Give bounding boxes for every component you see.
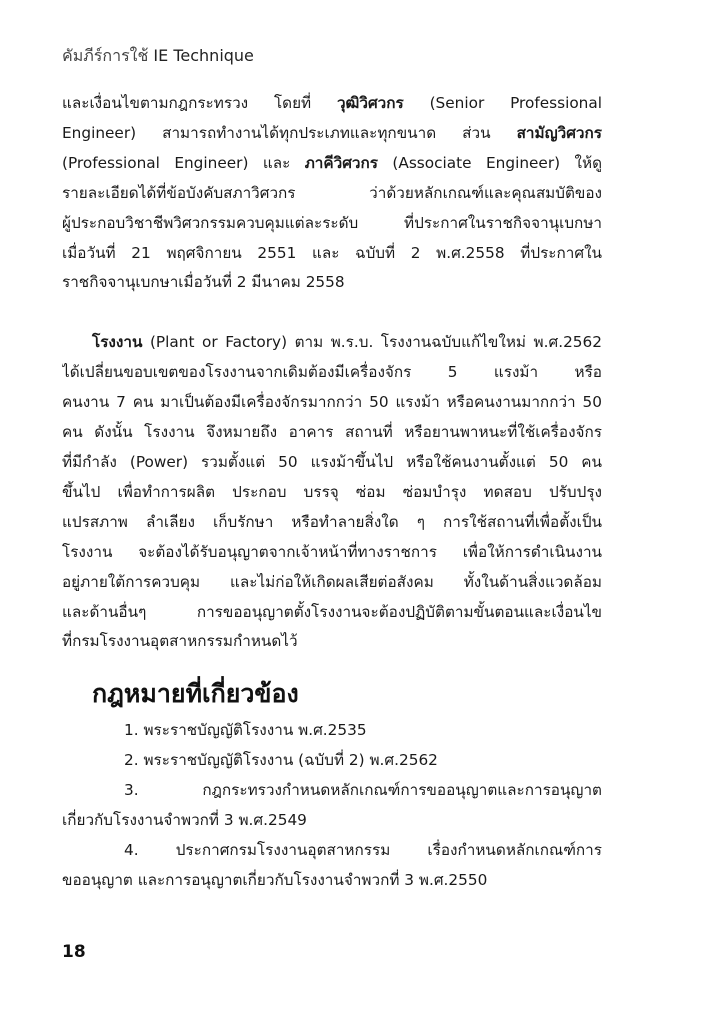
- law-item-4-continuation: ขออนุญาต และการอนุญาตเกี่ยวกับโรงงานจำพวกที่ 3 พ.ศ.2550: [62, 871, 488, 890]
- running-header: [62, 44, 254, 69]
- text-run: และเงื่อนไขตามกฎกระทรวง โดยที่: [62, 94, 337, 112]
- text-run: (Senior Professional: [403, 94, 602, 112]
- text-run: (Associate Engineer) ให้ดู: [377, 153, 602, 172]
- text-line: อยู่ภายใต้การควบคุม และไม่ก่อให้เกิดผลเสียต่อสังคม ทั้งในด้านสิ่งแวดล้อม: [62, 572, 602, 591]
- section-heading-related-laws: กฎหมายที่เกี่ยวข้อง: [92, 679, 299, 709]
- text-line: โรงงาน จะต้องได้รับอนุญาตจากเจ้าหน้าที่ทางราชการ เพื่อให้การดำเนินงาน: [62, 542, 602, 561]
- text-run: (Plant or Factory) ตาม พ.ร.บ. โรงงานฉบับแก้ไขใหม่ พ.ศ.2562: [142, 333, 602, 352]
- text-line: คน ดังนั้น โรงงาน จึงหมายถึง อาคาร สถานที่ หรือยานพาหนะที่ใช้เครื่องจักร: [62, 423, 602, 442]
- term-factory: โรงงาน: [92, 333, 143, 352]
- text-line: ที่มีกำลัง (Power) รวมตั้งแต่ 50 แรงม้าขึ้นไป หรือใช้คนงานตั้งแต่ 50 คน: [62, 452, 602, 471]
- term-senior-engineer: วุฒิวิศวกร: [336, 94, 404, 112]
- page-body: [62, 89, 602, 895]
- term-professional-engineer: สามัญวิศวกร: [516, 123, 602, 142]
- text-line: คนงาน 7 คน มาเป็นต้องมีเครื่องจักรมากกว่า 50 แรงม้า หรือคนงานมากกว่า 50: [62, 393, 602, 412]
- text-line: ที่กรมโรงงานอุตสาหกรรมกำหนดไว้: [62, 632, 298, 651]
- text-run: Engineer) สามารถทำงานได้ทุกประเภทและทุกขนาด ส่วน: [62, 123, 517, 142]
- text-line: ราชกิจจานุเบกษาเมื่อวันที่ 2 มีนาคม 2558: [62, 273, 345, 292]
- text-line: เมื่อวันที่ 21 พฤศจิกายน 2551 และ ฉบับที่ 2 พ.ศ.2558 ที่ประกาศใน: [62, 243, 602, 262]
- law-item-3: 3. กฎกระทรวงกำหนดหลักเกณฑ์การขออนุญาตและการอนุญาต: [124, 781, 602, 800]
- page-number: 18: [62, 942, 86, 962]
- text-line: [62, 89, 602, 119]
- text-line: รายละเอียดได้ที่ข้อบังคับสภาวิศวกร ว่าด้วยหลักเกณฑ์และคุณสมบัติของ: [62, 183, 602, 202]
- text-line: [62, 328, 602, 358]
- book-title-english: IE Technique: [153, 46, 254, 65]
- related-laws-list: [62, 715, 602, 895]
- law-item-3-continuation: เกี่ยวกับโรงงานจำพวกที่ 3 พ.ศ.2549: [62, 811, 307, 830]
- law-item-2: 2. พระราชบัญญัติโรงงาน (ฉบับที่ 2) พ.ศ.2562: [124, 751, 438, 770]
- intro-paragraph: [62, 89, 602, 298]
- text-line: [62, 149, 602, 179]
- text-line: [62, 119, 602, 149]
- factory-paragraph: [62, 328, 602, 657]
- text-line: แปรสภาพ ลำเลียง เก็บรักษา หรือทำลายสิ่งใด ๆ การใช้สถานที่เพื่อตั้งเป็น: [62, 512, 602, 531]
- law-item-4: 4. ประกาศกรมโรงงานอุตสาหกรรม เรื่องกำหนดหลักเกณฑ์การ: [124, 841, 602, 860]
- paragraph-gap: [62, 298, 602, 328]
- text-line: ได้เปลี่ยนขอบเขตของโรงงานจากเดิมต้องมีเครื่องจักร 5 แรงม้า หรือ: [62, 363, 602, 382]
- text-run: (Professional Engineer) และ: [62, 153, 305, 172]
- text-line: และด้านอื่นๆ การขออนุญาตตั้งโรงงานจะต้องปฏิบัติตามขั้นตอนและเงื่อนไข: [62, 602, 602, 621]
- text-line: ผู้ประกอบวิชาชีพวิศวกรรมควบคุมแต่ละระดับ ที่ประกาศในราชกิจจานุเบกษา: [62, 213, 602, 232]
- book-title-thai: คัมภีร์การใช้: [62, 46, 149, 65]
- text-line: ขึ้นไป เพื่อทำการผลิต ประกอบ บรรจุ ซ่อม ซ่อมบำรุง ทดสอบ ปรับปรุง: [62, 482, 602, 501]
- term-associate-engineer: ภาคีวิศวกร: [304, 153, 378, 172]
- law-item-1: 1. พระราชบัญญัติโรงงาน พ.ศ.2535: [124, 721, 367, 740]
